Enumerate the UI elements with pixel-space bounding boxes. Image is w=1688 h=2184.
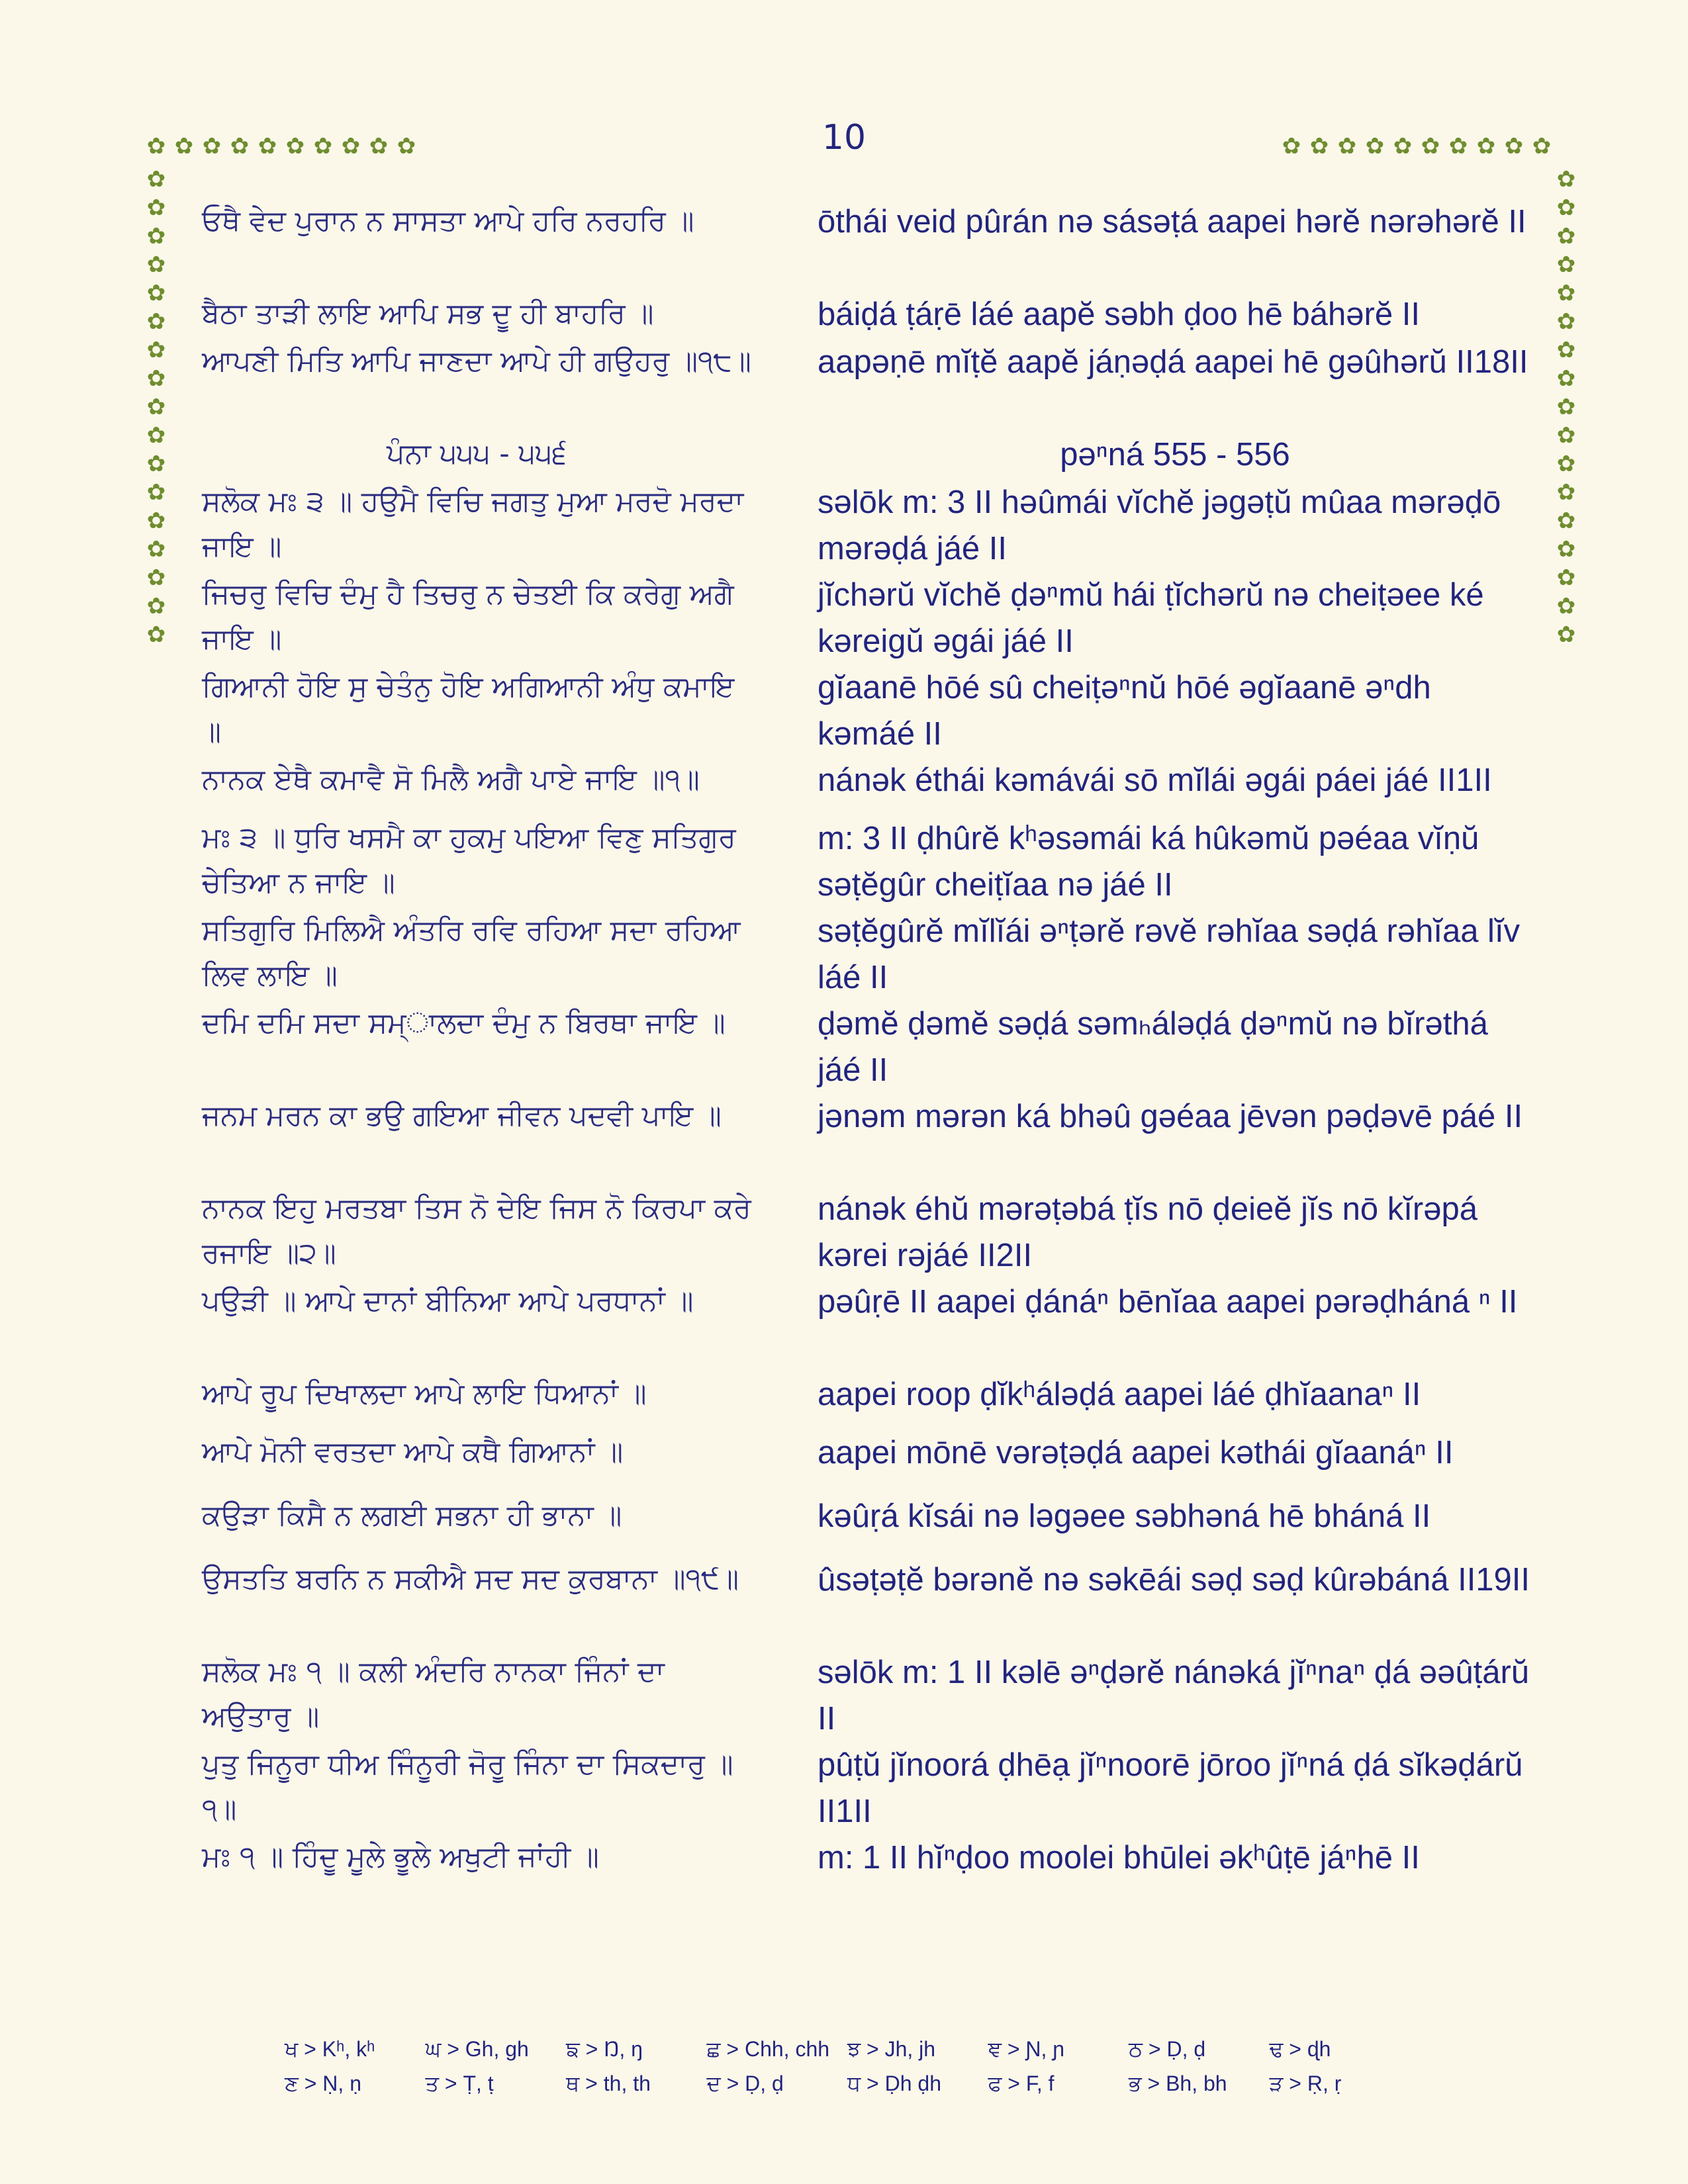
transliteration-text: nánək éhŭ mərəṭəbá ṭĭs nō ḍeieĕ jĭs nō kĭrəpá kərei rəjáé II2II (818, 1191, 1477, 1273)
legend-item: ੜ > Ṛ, ṛ (1269, 2071, 1342, 2095)
transliteration-text: aapei roop ḍĭkʰáləḍá aapei láé ḍhĭaanaⁿ II (818, 1377, 1421, 1412)
legend-item: ਢ > ɖh (1269, 2037, 1331, 2061)
gurmukhi-text: ਆਪੇ ਰੂਪ ਦਿਖਾਲਦਾ ਆਪੇ ਲਾਇ ਧਿਆਨਾਂ ॥ (202, 1377, 647, 1410)
legend-item: ਫ > F, f (988, 2071, 1055, 2095)
flower-ornament-icon: ✿ (1365, 133, 1385, 159)
verse-row (202, 199, 1532, 291)
flower-ornament-icon: ✿ (174, 133, 194, 159)
flower-ornament-icon: ✿ (146, 365, 166, 392)
verse-row (202, 1649, 1532, 1742)
page-number: 10 (821, 118, 867, 158)
legend-item: ਧ > Ḍh ḍh (847, 2071, 942, 2095)
flower-ornament-icon: ✿ (146, 337, 166, 363)
transliteration-text: pûṭŭ jĭnoorá ḍhēạ jĭⁿnoorē jōroo jĭⁿná ḍá sĭkəḍárŭ II1II (818, 1747, 1523, 1829)
legend-row (285, 2066, 1410, 2101)
legend-item: ਭ > Bh, bh (1129, 2071, 1227, 2095)
flower-ornament-icon: ✿ (146, 223, 166, 250)
legend-row (285, 2032, 1410, 2066)
flower-ornament-icon: ✿ (1448, 133, 1468, 159)
flower-ornament-icon: ✿ (1556, 337, 1576, 363)
verse-row (202, 815, 1532, 908)
verse-row (202, 1742, 1532, 1835)
gurmukhi-text: ਜਿਚਰੁ ਵਿਚਿ ਦੰਮੁ ਹੈ ਤਿਚਰੁ ਨ ਚੇਤਈ ਕਿ ਕਰੇਗੁ ਅਗੈ ਜਾਇ ॥ (202, 578, 734, 656)
transliteration-text: gĭaanē hōé sû cheiṭəⁿnŭ hōé əgĭaanē əⁿdh kəmáé II (818, 670, 1431, 752)
gurmukhi-text: ਦਮਿ ਦਮਿ ਸਦਾ ਸਮ੍ਾਲਦਾ ਦੰਮੁ ਨ ਬਿਰਥਾ ਜਾਇ ॥ (202, 1007, 726, 1040)
flower-ornament-icon: ✿ (1556, 565, 1576, 591)
transliteration-text: səṭĕgûrĕ mĭlĭái əⁿṭərĕ rəvĕ rəhĭaa səḍá rəhĭaa lĭv láé II (818, 913, 1521, 995)
transliteration-text: m: 1 II hĭⁿḍoo moolei bhūlei əkʰûṭē jáⁿhē II (818, 1840, 1420, 1876)
flower-ornament-icon: ✿ (285, 133, 305, 159)
legend-item: ਦ > Ḍ, ḍ (706, 2071, 784, 2095)
gurmukhi-text: ਗਿਆਨੀ ਹੋਇ ਸੁ ਚੇਤੰਨੁ ਹੋਇ ਅਗਿਆਨੀ ਅੰਧੁ ਕਮਾਇ ॥ (202, 670, 735, 749)
verse-row (202, 572, 1532, 664)
verse-row (202, 908, 1532, 1001)
flower-ornament-icon: ✿ (146, 195, 166, 221)
flower-ornament-icon: ✿ (1556, 508, 1576, 534)
verse-row (202, 1001, 1532, 1093)
transliteration-text: m: 3 II ḍhûrĕ kʰəsəmái ká hûkəmŭ pəéaa vĭṇŭ səṭĕgûr cheiṭĭaa nə jáé II (818, 821, 1479, 903)
flower-ornament-icon: ✿ (397, 133, 416, 159)
flower-ornament-icon: ✿ (1556, 280, 1576, 306)
flower-ornament-icon: ✿ (146, 166, 166, 193)
flower-ornament-icon: ✿ (1504, 133, 1524, 159)
flower-ornament-icon: ✿ (313, 133, 333, 159)
flower-ornament-icon: ✿ (1556, 365, 1576, 392)
gurmukhi-text: ਆਪਣੀ ਮਿਤਿ ਆਪਿ ਜਾਣਦਾ ਆਪੇ ਹੀ ਗਉਹਰੁ ॥੧੮॥ (202, 345, 751, 378)
legend-item: ਘ > Gh, gh (425, 2037, 529, 2061)
flower-ornament-icon: ✿ (146, 536, 166, 563)
gurmukhi-text: ਨਾਨਕ ਇਹੁ ਮਰਤਬਾ ਤਿਸ ਨੋ ਦੇਇ ਜਿਸ ਨੋ ਕਿਰਪਾ ਕਰੇ ਰਜਾਇ ॥੨॥ (202, 1192, 751, 1270)
gurmukhi-text: ਜਨਮ ਮਰਨ ਕਾ ਭਉ ਗਇਆ ਜੀਵਨ ਪਦਵੀ ਪਾਇ ॥ (202, 1099, 722, 1132)
flower-ornament-icon: ✿ (369, 133, 389, 159)
transliteration-text: ōthái veid pûrán nə sásəṭá aapei hərĕ nərəhərĕ II (818, 204, 1526, 240)
flower-ornament-icon: ✿ (146, 133, 166, 159)
flower-ornament-icon: ✿ (1556, 251, 1576, 278)
gurmukhi-text: ਪੁਤੁ ਜਿਨੂਰਾ ਧੀਅ ਜਿੰਨੂਰੀ ਜੋਰੂ ਜਿੰਨਾ ਦਾ ਸਿਕਦਾਰੁ ॥੧॥ (202, 1748, 733, 1826)
legend-item: ਛ > Chh, chh (706, 2037, 830, 2061)
legend-item: ਙ > Ŋ, ŋ (566, 2037, 643, 2061)
flower-ornament-icon: ✿ (146, 479, 166, 506)
flower-ornament-icon: ✿ (146, 621, 166, 648)
flower-ornament-icon: ✿ (146, 565, 166, 591)
gurmukhi-text: ਪੰਨਾ ੫੫੫ - ੫੫੬ (387, 437, 567, 471)
gurmukhi-text: ਸਤਿਗੁਰਿ ਮਿਲਿਐ ਅੰਤਰਿ ਰਵਿ ਰਹਿਆ ਸਦਾ ਰਹਿਆ ਲਿਵ ਲਾਇ ॥ (202, 914, 741, 992)
flower-ornament-icon: ✿ (1337, 133, 1357, 159)
flower-ornament-icon: ✿ (258, 133, 277, 159)
gurmukhi-text: ਓਥੈ ਵੇਦ ਪੁਰਾਨ ਨ ਸਾਸਤਾ ਆਪੇ ਹਰਿ ਨਰਹਰਿ ॥ (202, 205, 694, 238)
ornament-top-left (142, 132, 420, 160)
transliteration-text: pəûṛē II aapei ḍánáⁿ bēnĭaa aapei pərəḍháná ⁿ II (818, 1284, 1518, 1320)
legend-item: ਤ > Ṭ, ṭ (425, 2071, 494, 2095)
gurmukhi-text: ਆਪੇ ਮੋਨੀ ਵਰਤਦਾ ਆਪੇ ਕਥੈ ਗਿਆਨਾਂ ॥ (202, 1435, 624, 1469)
verse-row (202, 757, 1532, 815)
verse-row (202, 1430, 1532, 1493)
gurmukhi-text: ਉਸਤਤਿ ਬਰਨਿ ਨ ਸਕੀਐ ਸਦ ਸਦ ਕੁਰਬਾਨਾ ॥੧੯॥ (202, 1563, 739, 1596)
flower-ornament-icon: ✿ (1556, 422, 1576, 449)
transliteration-text: jĭchərŭ vĭchĕ ḍəⁿmŭ hái ṭĭchərŭ nə cheiṭəee ké kəreigŭ əgái jáé II (818, 577, 1484, 659)
gurmukhi-text: ਮਃ ੧ ॥ ਹਿੰਦੂ ਮੂਲੇ ਭੂਲੇ ਅਖੁਟੀ ਜਾਂਹੀ ॥ (202, 1841, 599, 1874)
flower-ornament-icon: ✿ (1393, 133, 1413, 159)
verse-row (202, 1371, 1532, 1430)
transliteration-text: kəûṛá kĭsái nə ləgəee səbhəná hē bháná II (818, 1498, 1431, 1534)
verse-row (202, 1835, 1532, 1882)
flower-ornament-icon: ✿ (1421, 133, 1440, 159)
flower-ornament-icon: ✿ (230, 133, 250, 159)
verse-row (202, 1186, 1532, 1279)
flower-ornament-icon: ✿ (341, 133, 361, 159)
transliteration-text: ḍəmĕ ḍəmĕ səḍá səmₕáləḍá ḍəⁿmŭ nə bĭrəthá jáé II (818, 1006, 1488, 1088)
flower-ornament-icon: ✿ (1556, 536, 1576, 563)
transliteration-text: jənəm mərən ká bhəû gəéaa jēvən pəḍəvē páé II (818, 1099, 1523, 1134)
flower-ornament-icon: ✿ (1532, 133, 1552, 159)
gurmukhi-text: ਬੈਠਾ ਤਾੜੀ ਲਾਇ ਆਪਿ ਸਭ ਦੂ ਹੀ ਬਾਹਰਿ ॥ (202, 297, 654, 330)
verse-row (202, 1493, 1532, 1557)
flower-ornament-icon: ✿ (1282, 133, 1301, 159)
gurmukhi-text: ਮਃ ੩ ॥ ਧੁਰਿ ਖਸਮੈ ਕਾ ਹੁਕਮੁ ਪਇਆ ਵਿਣੁ ਸਤਿਗੁਰ ਚੇਤਿਆ ਨ ਜਾਇ ॥ (202, 821, 736, 899)
gurmukhi-text: ਸਲੋਕ ਮਃ ੧ ॥ ਕਲੀ ਅੰਦਰਿ ਨਾਨਕਾ ਜਿੰਨਾਂ ਦਾ ਅਉਤਾਰੁ ॥ (202, 1655, 665, 1733)
verse-row (202, 339, 1532, 432)
flower-ornament-icon: ✿ (1556, 308, 1576, 335)
transliteration-text: nánək éthái kəmávái sō mĭlái əgái páei jáé II1II (818, 762, 1492, 798)
flower-ornament-icon: ✿ (1556, 621, 1576, 648)
ornament-right (1552, 165, 1580, 649)
gurmukhi-text: ਨਾਨਕ ਏਥੈ ਕਮਾਵੈ ਸੋ ਮਿਲੈ ਅਗੈ ਪਾਏ ਜਾਇ ॥੧॥ (202, 763, 700, 796)
verse-row (202, 479, 1532, 572)
verse-row (202, 291, 1532, 339)
flower-ornament-icon: ✿ (1556, 394, 1576, 420)
flower-ornament-icon: ✿ (146, 308, 166, 335)
transliteration-text: səlōk m: 1 II kəlē əⁿḍərĕ nánəká jĭⁿnaⁿ ḍá əəûṭárŭ II (818, 1655, 1530, 1737)
flower-ornament-icon: ✿ (1556, 166, 1576, 193)
flower-ornament-icon: ✿ (146, 593, 166, 619)
flower-ornament-icon: ✿ (146, 451, 166, 477)
legend-item: ਝ > Jh, jh (847, 2037, 936, 2061)
transliteration-text: aapei mōnē vərəṭəḍá aapei kəthái gĭaanáⁿ II (818, 1435, 1454, 1471)
legend-item: ਥ > th, th (566, 2071, 651, 2095)
transliteration-text: aapəṇē mĭṭĕ aapĕ jáṇəḍá aapei hē gəûhərŭ II18II (818, 344, 1528, 380)
verse-row (202, 664, 1532, 757)
page-range-heading (202, 432, 1532, 479)
transliteration-text: pəⁿná 555 - 556 (1060, 437, 1290, 473)
transliteration-text: ûsəṭəṭĕ bərənĕ nə səkēái səḍ səḍ kûrəbáná II19II (818, 1562, 1530, 1598)
verse-table (202, 199, 1532, 1882)
transliteration-text: báiḍá ṭáṛē láé aapĕ səbh ḍoo hē báhərĕ II (818, 296, 1420, 332)
legend-item: ਖ > Kʰ, kʰ (285, 2037, 375, 2061)
flower-ornament-icon: ✿ (1556, 195, 1576, 221)
flower-ornament-icon: ✿ (1556, 593, 1576, 619)
gurmukhi-text: ਸਲੋਕ ਮਃ ੩ ॥ ਹਉਮੈ ਵਿਚਿ ਜਗਤੁ ਮੁਆ ਮਰਦੋ ਮਰਦਾ ਜਾਇ ॥ (202, 485, 744, 563)
legend-item: ਞ > Ɲ, ɲ (988, 2037, 1065, 2061)
verse-row (202, 1279, 1532, 1371)
flower-ornament-icon: ✿ (1556, 223, 1576, 250)
transliteration-text: səlōk m: 3 II həûmái vĭchĕ jəgəṭŭ mûaa mərəḍō mərəḍá jáé II (818, 484, 1501, 567)
verse-row (202, 1557, 1532, 1649)
flower-ornament-icon: ✿ (146, 251, 166, 278)
flower-ornament-icon: ✿ (1309, 133, 1329, 159)
ornament-left (142, 165, 170, 649)
legend-item: ਠ > Ḍ, ḍ (1129, 2037, 1206, 2061)
flower-ornament-icon: ✿ (1556, 451, 1576, 477)
flower-ornament-icon: ✿ (1476, 133, 1496, 159)
gurmukhi-text: ਕਉੜਾ ਕਿਸੈ ਨ ਲਗਈ ਸਭਨਾ ਹੀ ਭਾਨਾ ॥ (202, 1499, 622, 1532)
flower-ornament-icon: ✿ (146, 394, 166, 420)
flower-ornament-icon: ✿ (1556, 479, 1576, 506)
gurmukhi-text: ਪਉੜੀ ॥ ਆਪੇ ਦਾਨਾਂ ਬੀਨਿਆ ਆਪੇ ਪਰਧਾਨਾਂ ॥ (202, 1285, 694, 1318)
ornament-top-right (1278, 132, 1556, 160)
flower-ornament-icon: ✿ (202, 133, 222, 159)
legend-item: ਣ > Ṇ, ṇ (285, 2071, 361, 2095)
flower-ornament-icon: ✿ (146, 422, 166, 449)
transliteration-legend (285, 2032, 1410, 2101)
flower-ornament-icon: ✿ (146, 508, 166, 534)
flower-ornament-icon: ✿ (146, 280, 166, 306)
verse-row (202, 1093, 1532, 1186)
